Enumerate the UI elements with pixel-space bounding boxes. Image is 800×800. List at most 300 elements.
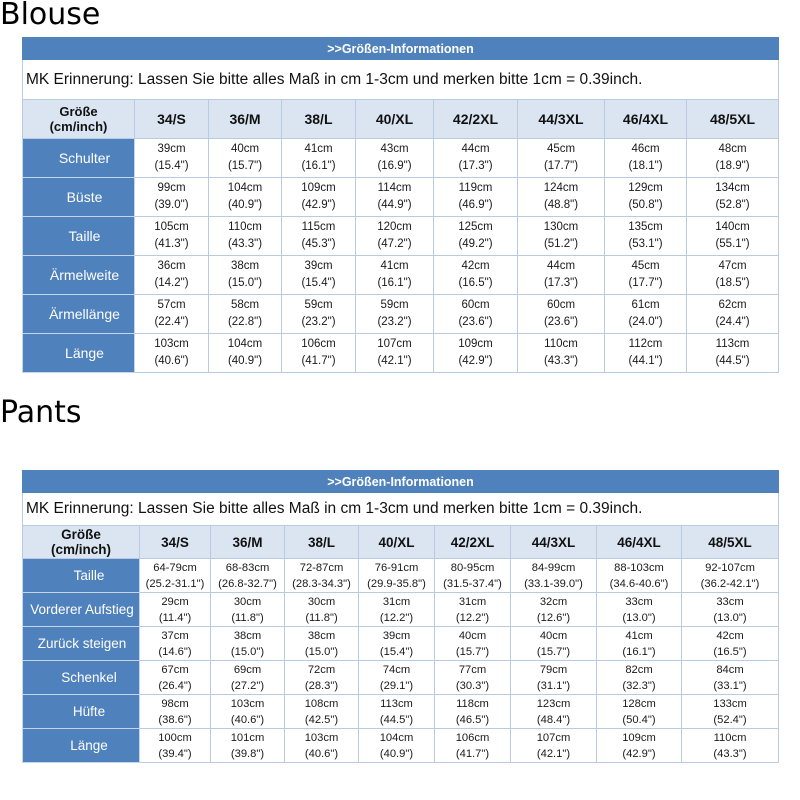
inch-value: (15.4") — [379, 645, 414, 658]
cm-value: 113cm — [715, 338, 750, 350]
pants-measure-cell — [597, 729, 682, 763]
pants-row-label: Zurück steigen — [23, 627, 140, 661]
pants-measure-cell — [435, 729, 511, 763]
pants-measure-cell — [682, 593, 779, 627]
inch-value: (29.9-35.8") — [367, 577, 426, 590]
inch-value: (11.8") — [231, 611, 264, 624]
cm-value: 112cm — [628, 338, 663, 350]
inch-value: (44.9") — [377, 199, 412, 211]
cm-value: 31cm — [382, 595, 411, 608]
inch-value: (33.1-39.0") — [524, 577, 583, 590]
inch-value: (31.5-37.4") — [443, 577, 502, 590]
blouse-measure-cell — [209, 139, 282, 178]
inch-value: (15.0") — [304, 645, 339, 658]
blouse-measure-cell — [518, 334, 605, 373]
blouse-size-header: 36/M — [209, 100, 282, 139]
pants-note-row — [23, 493, 779, 526]
inch-value: (26.4") — [158, 679, 192, 692]
pants-measure-cell — [359, 729, 435, 763]
cm-value: 107cm — [377, 338, 412, 350]
inch-value: (53.1") — [628, 238, 663, 250]
cm-value: 38cm — [307, 629, 336, 642]
blouse-header-row — [23, 100, 779, 139]
blouse-measure-cell — [282, 139, 356, 178]
cm-value: 110cm — [713, 731, 747, 744]
cm-value: 114cm — [377, 182, 412, 194]
inch-value: (16.1") — [622, 645, 656, 658]
pants-measure-cell — [140, 729, 211, 763]
cm-value: 104cm — [379, 731, 414, 744]
pants-size-header: 44/3XL — [511, 526, 597, 559]
blouse-table-row — [23, 217, 779, 256]
blouse-measure-cell — [687, 334, 779, 373]
inch-value: (50.8") — [628, 199, 663, 211]
inch-value: (36.2-42.1") — [700, 577, 760, 590]
cm-value: 68-83cm — [225, 561, 270, 574]
blouse-measure-cell — [518, 139, 605, 178]
cm-value: 80-95cm — [450, 561, 495, 574]
inch-value: (15.7") — [227, 160, 263, 172]
inch-value: (42.5") — [304, 713, 339, 726]
cm-value: 103cm — [230, 697, 265, 710]
pants-size-header: 42/2XL — [435, 526, 511, 559]
cm-value: 88-103cm — [614, 561, 664, 574]
inch-value: (15.4") — [154, 160, 189, 172]
blouse-measure-cell — [434, 178, 518, 217]
blouse-size-header: 46/4XL — [605, 100, 687, 139]
inch-value: (24.4") — [715, 316, 750, 328]
inch-value: (28.3-34.3") — [292, 577, 351, 590]
cm-value: 107cm — [536, 731, 571, 744]
cm-value: 129cm — [628, 182, 663, 194]
cm-value: 38cm — [230, 260, 260, 272]
inch-value: (26.8-32.7") — [218, 577, 277, 590]
blouse-measure-cell — [356, 139, 434, 178]
pants-table-row — [23, 559, 779, 593]
blouse-measure-cell — [687, 178, 779, 217]
blouse-measure-cell — [282, 217, 356, 256]
pants-row-label: Schenkel — [23, 661, 140, 695]
pants-measure-cell — [682, 661, 779, 695]
inch-value: (50.4") — [622, 713, 656, 726]
inch-value: (17.3") — [458, 160, 493, 172]
cm-value: 92-107cm — [705, 561, 755, 574]
blouse-note-row — [23, 60, 779, 100]
cm-value: 120cm — [377, 221, 412, 233]
blouse-row-label: Büste — [23, 178, 135, 217]
inch-value: (29.1") — [379, 679, 414, 692]
blouse-size-header: 38/L — [282, 100, 356, 139]
inch-value: (51.2") — [543, 238, 579, 250]
blouse-measure-cell — [605, 178, 687, 217]
blouse-table-row — [23, 178, 779, 217]
cm-value: 31cm — [458, 595, 487, 608]
cm-value: 30cm — [233, 595, 262, 608]
cm-value: 33cm — [716, 595, 744, 608]
inch-value: (43.3") — [227, 238, 263, 250]
pants-table-row — [23, 593, 779, 627]
pants-size-header: 48/5XL — [682, 526, 779, 559]
inch-value: (39.4") — [158, 747, 192, 760]
pants-measure-cell — [597, 695, 682, 729]
cm-value: 113cm — [380, 697, 413, 710]
pants-size-header: 34/S — [140, 526, 211, 559]
pants-row-label: Länge — [23, 729, 140, 763]
inch-value: (23.6") — [543, 316, 579, 328]
pants-measure-cell — [435, 661, 511, 695]
inch-value: (11.8") — [305, 611, 338, 624]
blouse-row-label: Schulter — [23, 139, 135, 178]
cm-value: 109cm — [622, 731, 656, 744]
cm-value: 58cm — [230, 299, 260, 311]
blouse-measure-cell — [356, 178, 434, 217]
cm-value: 140cm — [715, 221, 750, 233]
cm-value: 135cm — [628, 221, 663, 233]
cm-value: 74cm — [382, 663, 411, 676]
blouse-measure-cell — [209, 256, 282, 295]
inch-value: (41.7") — [301, 355, 336, 367]
pants-measure-cell — [140, 695, 211, 729]
inch-value: (32.3") — [622, 679, 656, 692]
inch-value: (18.9") — [715, 160, 750, 172]
blouse-measure-cell — [209, 295, 282, 334]
cm-value: 48cm — [718, 143, 747, 155]
pants-measure-cell — [285, 627, 359, 661]
inch-value: (42.1") — [377, 355, 412, 367]
inch-value: (46.9") — [458, 199, 493, 211]
blouse-measure-cell — [356, 334, 434, 373]
pants-measure-cell — [285, 661, 359, 695]
inch-value: (23.2") — [377, 316, 412, 328]
blouse-table-row — [23, 334, 779, 373]
blouse-measure-cell — [282, 256, 356, 295]
inch-value: (33.1") — [713, 679, 747, 692]
inch-value: (22.4") — [154, 316, 189, 328]
cm-value: 40cm — [458, 629, 487, 642]
blouse-measure-cell — [605, 139, 687, 178]
cm-value: 130cm — [543, 221, 579, 233]
inch-value: (22.8") — [227, 316, 263, 328]
pants-table-row — [23, 661, 779, 695]
cm-value: 69cm — [233, 663, 262, 676]
cm-value: 44cm — [546, 260, 576, 272]
cm-value: 59cm — [380, 299, 409, 311]
pants-measure-cell — [435, 627, 511, 661]
inch-value: (40.9") — [227, 199, 263, 211]
inch-value: (16.1") — [301, 160, 336, 172]
pants-measure-cell — [682, 559, 779, 593]
inch-value: (13.0") — [713, 611, 747, 624]
blouse-measure-cell — [135, 139, 209, 178]
inch-value: (12.6") — [536, 611, 571, 624]
cm-value: 110cm — [228, 221, 262, 233]
inch-value: (18.1") — [628, 160, 663, 172]
inch-value: (48.4") — [536, 713, 571, 726]
inch-value: (52.4") — [713, 713, 747, 726]
cm-value: 101cm — [230, 731, 265, 744]
blouse-measure-cell — [687, 256, 779, 295]
inch-value: (23.2") — [301, 316, 336, 328]
cm-value: 42cm — [461, 260, 490, 272]
cm-value: 100cm — [158, 731, 192, 744]
cm-value: 44cm — [461, 143, 490, 155]
pants-measure-cell — [597, 627, 682, 661]
cm-value: 45cm — [631, 260, 660, 272]
pants-measure-cell — [597, 593, 682, 627]
inch-value: (13.0") — [622, 611, 656, 624]
cm-value: 119cm — [458, 182, 493, 194]
blouse-measure-cell — [434, 256, 518, 295]
inch-value: (43.3") — [543, 355, 579, 367]
blouse-measure-cell — [356, 217, 434, 256]
cm-value: 59cm — [304, 299, 333, 311]
cm-value: 41cm — [304, 143, 333, 155]
cm-value: 104cm — [227, 182, 263, 194]
blouse-measure-cell — [605, 334, 687, 373]
inch-value: (12.2") — [455, 611, 490, 624]
pants-measure-cell — [285, 695, 359, 729]
inch-value: (15.4") — [301, 277, 336, 289]
inch-value: (55.1") — [715, 238, 750, 250]
pants-measure-cell — [211, 695, 285, 729]
pants-measure-cell — [285, 593, 359, 627]
pants-measure-cell — [211, 593, 285, 627]
blouse-measure-cell — [135, 334, 209, 373]
blouse-size-header: 34/S — [135, 100, 209, 139]
pants-measure-cell — [511, 729, 597, 763]
blouse-measure-cell — [687, 217, 779, 256]
cm-value: 72cm — [307, 663, 336, 676]
pants-measure-cell — [140, 661, 211, 695]
cm-value: 39cm — [382, 629, 411, 642]
pants-measure-cell — [682, 695, 779, 729]
pants-row-label: Taille — [23, 559, 140, 593]
cm-value: 118cm — [456, 697, 489, 710]
cm-value: 82cm — [625, 663, 653, 676]
inch-value: (12.2") — [379, 611, 414, 624]
blouse-size-header: 40/XL — [356, 100, 434, 139]
blouse-measure-cell — [518, 256, 605, 295]
pants-measure-cell — [597, 661, 682, 695]
blouse-measure-cell — [518, 217, 605, 256]
blouse-banner-row — [23, 38, 779, 60]
blouse-measure-cell — [518, 178, 605, 217]
blouse-size-header: 42/2XL — [434, 100, 518, 139]
pants-measure-cell — [511, 661, 597, 695]
inch-value: (40.9") — [379, 747, 414, 760]
inch-value: (40.6") — [154, 355, 189, 367]
inch-value: (11.4") — [158, 611, 192, 624]
blouse-measure-cell — [434, 217, 518, 256]
inch-value: (31.1") — [536, 679, 571, 692]
pants-header-row — [23, 526, 779, 559]
blouse-measure-cell — [135, 295, 209, 334]
inch-value: (45.3") — [301, 238, 336, 250]
inch-value: (34.6-40.6") — [609, 577, 669, 590]
blouse-measure-cell — [687, 139, 779, 178]
cm-value: 99cm — [157, 182, 186, 194]
cm-value: 29cm — [161, 595, 189, 608]
pants-corner-label: Größe (cm/inch) — [23, 526, 140, 559]
cm-value: 60cm — [461, 299, 490, 311]
cm-value: 84-99cm — [531, 561, 576, 574]
blouse-corner-label: Größe (cm/inch) — [23, 100, 135, 139]
pants-size-header: 40/XL — [359, 526, 435, 559]
cm-value: 62cm — [718, 299, 747, 311]
cm-value: 109cm — [301, 182, 336, 194]
blouse-measure-cell — [434, 295, 518, 334]
pants-measure-cell — [359, 661, 435, 695]
pants-measure-cell — [359, 627, 435, 661]
blouse-measure-cell — [605, 217, 687, 256]
inch-value: (27.2") — [230, 679, 265, 692]
inch-value: (17.7") — [543, 160, 579, 172]
pants-measure-cell — [682, 729, 779, 763]
inch-value: (42.1") — [536, 747, 571, 760]
blouse-measure-cell — [209, 217, 282, 256]
pants-size-header: 38/L — [285, 526, 359, 559]
inch-value: (40.6") — [304, 747, 339, 760]
inch-value: (23.6") — [458, 316, 493, 328]
blouse-measure-cell — [135, 217, 209, 256]
cm-value: 32cm — [539, 595, 568, 608]
blouse-table-row — [23, 139, 779, 178]
cm-value: 110cm — [544, 338, 578, 350]
pants-section-title: Pants — [0, 395, 82, 430]
blouse-measure-cell — [135, 256, 209, 295]
blouse-size-header: 44/3XL — [518, 100, 605, 139]
pants-measure-cell — [285, 559, 359, 593]
pants-measure-cell — [211, 729, 285, 763]
inch-value: (17.3") — [543, 277, 579, 289]
inch-value: (49.2") — [458, 238, 493, 250]
cm-value: 33cm — [625, 595, 653, 608]
pants-measure-cell — [511, 593, 597, 627]
inch-value: (18.5") — [715, 277, 750, 289]
pants-row-label: Vorderer Aufstieg — [23, 593, 140, 627]
cm-value: 103cm — [304, 731, 339, 744]
inch-value: (41.3") — [154, 238, 189, 250]
inch-value: (16.5") — [458, 277, 493, 289]
cm-value: 76-91cm — [374, 561, 419, 574]
pants-measure-cell — [359, 593, 435, 627]
inch-value: (25.2-31.1") — [145, 577, 205, 590]
cm-value: 106cm — [455, 731, 490, 744]
inch-value: (38.6") — [158, 713, 192, 726]
inch-value: (42.9") — [458, 355, 493, 367]
blouse-measure-cell — [209, 178, 282, 217]
blouse-measure-cell — [687, 295, 779, 334]
inch-value: (41.7") — [455, 747, 490, 760]
inch-value: (14.2") — [154, 277, 189, 289]
inch-value: (16.1") — [377, 277, 412, 289]
blouse-measure-cell — [209, 334, 282, 373]
cm-value: 47cm — [718, 260, 747, 272]
blouse-size-header: 48/5XL — [687, 100, 779, 139]
cm-value: 60cm — [546, 299, 576, 311]
inch-value: (28.3") — [304, 679, 339, 692]
pants-measure-cell — [511, 559, 597, 593]
cm-value: 98cm — [161, 697, 189, 710]
inch-value: (15.0") — [230, 645, 265, 658]
cm-value: 36cm — [157, 260, 186, 272]
pants-measure-cell — [285, 729, 359, 763]
blouse-measure-cell — [135, 178, 209, 217]
cm-value: 133cm — [713, 697, 747, 710]
pants-measure-cell — [435, 559, 511, 593]
blouse-measure-cell — [434, 139, 518, 178]
cm-value: 39cm — [304, 260, 333, 272]
inch-value: (44.1") — [628, 355, 663, 367]
cm-value: 61cm — [631, 299, 660, 311]
pants-measure-cell — [435, 593, 511, 627]
cm-value: 41cm — [625, 629, 653, 642]
pants-measure-cell — [140, 627, 211, 661]
inch-value: (46.5") — [455, 713, 490, 726]
blouse-row-label: Ärmelweite — [23, 256, 135, 295]
inch-value: (30.3") — [455, 679, 490, 692]
inch-value: (42.9") — [622, 747, 656, 760]
pants-size-header: 36/M — [211, 526, 285, 559]
cm-value: 77cm — [458, 663, 487, 676]
blouse-row-label: Länge — [23, 334, 135, 373]
pants-table-row — [23, 695, 779, 729]
cm-value: 109cm — [458, 338, 493, 350]
blouse-measure-cell — [282, 295, 356, 334]
cm-value: 30cm — [307, 595, 336, 608]
inch-value: (15.7") — [455, 645, 490, 658]
cm-value: 79cm — [539, 663, 568, 676]
cm-value: 41cm — [380, 260, 409, 272]
pants-size-table — [22, 470, 779, 763]
inch-value: (40.6") — [230, 713, 265, 726]
cm-value: 104cm — [227, 338, 263, 350]
cm-value: 43cm — [380, 143, 409, 155]
cm-value: 39cm — [157, 143, 186, 155]
inch-value: (43.3") — [713, 747, 747, 760]
pants-measure-cell — [211, 627, 285, 661]
inch-value: (47.2") — [377, 238, 412, 250]
cm-value: 57cm — [157, 299, 186, 311]
pants-banner: >>Größen-Informationen — [23, 471, 779, 493]
cm-value: 103cm — [154, 338, 189, 350]
pants-measure-cell — [140, 593, 211, 627]
cm-value: 128cm — [622, 697, 656, 710]
cm-value: 40cm — [539, 629, 568, 642]
cm-value: 72-87cm — [299, 561, 344, 574]
blouse-table-row — [23, 256, 779, 295]
pants-measure-cell — [435, 695, 511, 729]
inch-value: (16.9") — [377, 160, 412, 172]
blouse-measure-cell — [356, 256, 434, 295]
inch-value: (39.8") — [230, 747, 265, 760]
cm-value: 46cm — [631, 143, 660, 155]
inch-value: (48.8") — [543, 199, 579, 211]
inch-value: (24.0") — [628, 316, 663, 328]
pants-row-label: Hüfte — [23, 695, 140, 729]
inch-value: (14.6") — [158, 645, 192, 658]
blouse-measure-cell — [605, 295, 687, 334]
blouse-measure-cell — [518, 295, 605, 334]
blouse-table-row — [23, 295, 779, 334]
pants-note: MK Erinnerung: Lassen Sie bitte alles Maß in cm 1-3cm und merken bitte 1cm = 0.39inch. — [23, 493, 779, 526]
inch-value: (42.9") — [301, 199, 336, 211]
cm-value: 125cm — [458, 221, 493, 233]
blouse-note: MK Erinnerung: Lassen Sie bitte alles Maß in cm 1-3cm und merken bitte 1cm = 0.39inch. — [23, 60, 779, 100]
pants-size-header: 46/4XL — [597, 526, 682, 559]
pants-measure-cell — [597, 559, 682, 593]
inch-value: (16.5") — [713, 645, 747, 658]
